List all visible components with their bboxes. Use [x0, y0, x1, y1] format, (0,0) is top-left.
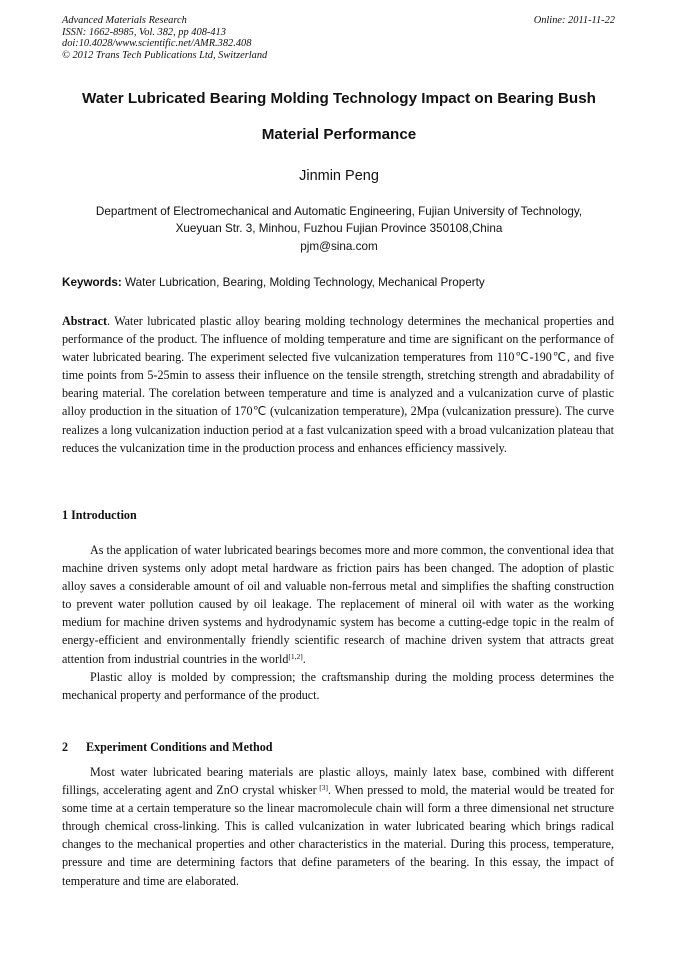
citation-ref: [1,2]: [288, 651, 303, 661]
experiment-body: [62, 763, 614, 890]
paper-title-line2: Material Performance: [261, 126, 417, 143]
journal-header: [62, 15, 267, 61]
experiment-paragraph-1: Most water lubricated bearing materials are plastic alloys, mainly latex base, combined with different fillings, accelerating agent and ZnO crystal whisker [3]. When pressed to mold, the material would be treated for some time at a certain temperature so the linear macromolecule chain will form a three dimensional net structure through chemical cross-linking. This is called vulcanization in water lubricated bearing which brings radical changes to the mechanical properties and other characteristics in the material. During this process, temperature, pressure and time are determining factors that define parameters of the bearing. In this essay, the impact of temperature and time are elaborated.: [62, 765, 614, 888]
citation-ref: [3]: [316, 783, 329, 793]
introduction-paragraph-1: As the application of water lubricated bearings becomes more and more common, the conventional idea that machine driven systems only adopt metal hardware as friction pairs has been changed. The adoption of plastic alloy saves a considerable amount of oil and valuable non-ferrous metal and simplifies the shafting construction to prevent water pollution caused by oil leakage. The replacement of mineral oil with water as the working medium for machine driven systems and hydrodynamic system has become a cutting-edge topic in the realm of energy-efficient and environmentally friendly scientific research of machine driven system that attracts great attention from industrial countries in the world[1,2].: [62, 543, 614, 666]
section-number: 2: [62, 740, 69, 754]
abstract-label: Abstract: [62, 314, 108, 328]
introduction-body: [62, 541, 614, 704]
affiliation-line2: Xueyuan Str. 3, Minhou, Fuzhou Fujian Province 350108,China: [175, 222, 503, 235]
section-title: Experiment Conditions and Method: [86, 740, 273, 754]
online-date: Online: 2011-11-22: [533, 15, 615, 26]
journal-issn: ISSN: 1662-8985, Vol. 382, pp 408-413: [62, 26, 226, 38]
paper-title-line1: Water Lubricated Bearing Molding Technology Impact on Bearing Bush: [82, 90, 596, 107]
keywords-text: Water Lubrication, Bearing, Molding Technology, Mechanical Property: [121, 276, 485, 289]
journal-copyright: © 2012 Trans Tech Publications Ltd, Switzerland: [62, 49, 268, 61]
journal-name: Advanced Materials Research: [62, 15, 187, 26]
abstract-text: . Water lubricated plastic alloy bearing molding technology determines the mechanical properties and performance of the product. The influence of molding temperature and time are significant on the performance of water lubricated bearing. The experiment selected five vulcanization temperatures from 110℃-190℃, and five time points from 5-25min to assess their influence on the tensile strength, stretching strength and abradability of bearing material. The corelation between temperature and time is analyzed and a vulcanization curve of plastic alloy production in the situation of 170℃ (vulcanization temperature), 2Mpa (vulcanization pressure). The curve realizes a long vulcanization induction period at a fast vulcanization speed with a broad vulcanization plateau that reduces the vulcanization time in the production process and enhances efficiency massively.: [62, 314, 614, 455]
journal-doi: doi:10.4028/www.scientific.net/AMR.382.408: [62, 38, 252, 49]
author-name: Jinmin Peng: [299, 168, 379, 184]
abstract: [62, 312, 614, 457]
keywords-label: Keywords:: [62, 276, 122, 289]
keywords: [62, 276, 622, 289]
section-heading-introduction: 1 Introduction: [62, 508, 137, 522]
affiliation-line1: Department of Electromechanical and Automatic Engineering, Fujian University of Technology,: [95, 205, 583, 218]
author-email: pjm@sina.com: [300, 240, 378, 253]
introduction-paragraph-2: Plastic alloy is molded by compression; the craftsmanship during the molding process determines the mechanical property and performance of the product.: [62, 669, 614, 702]
section-heading-experiment: [62, 740, 614, 755]
